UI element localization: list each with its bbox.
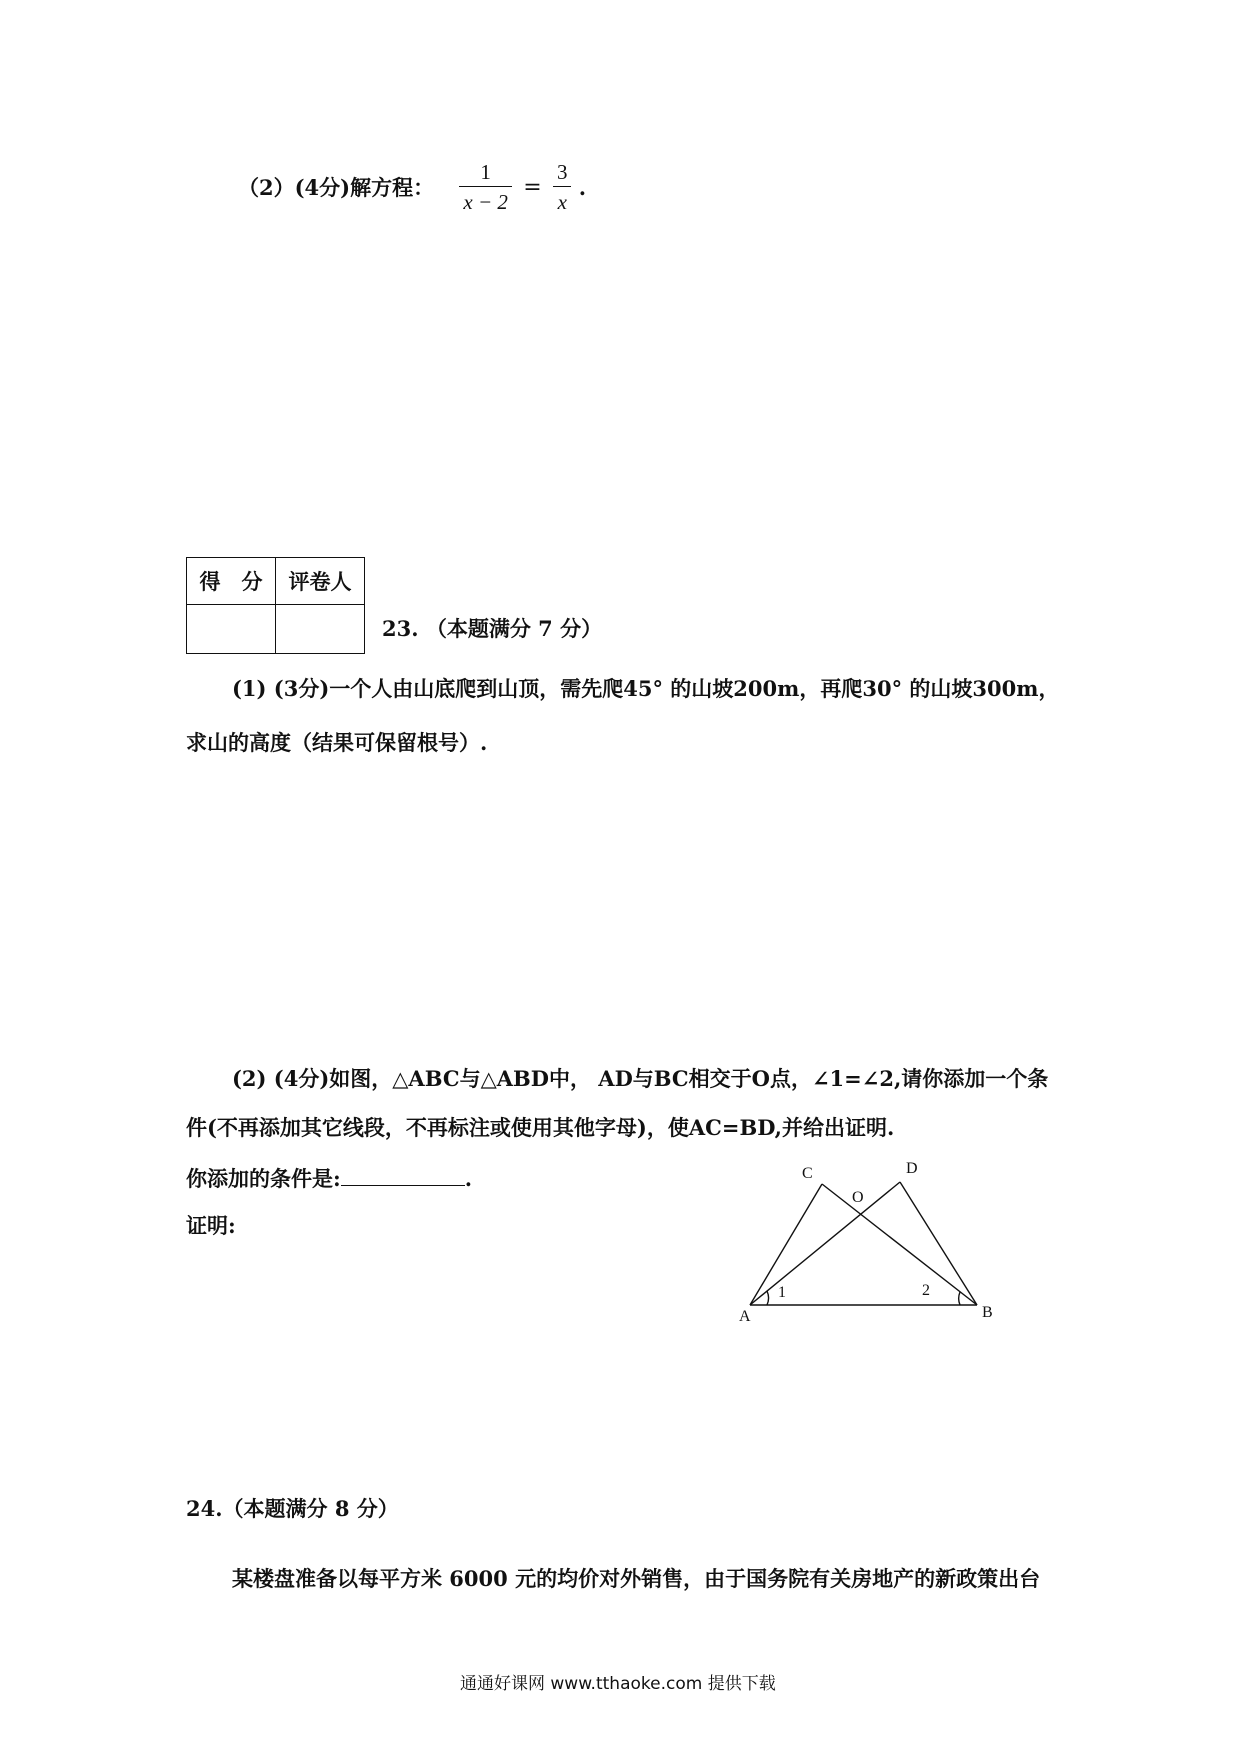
condition-blank[interactable] (341, 1167, 465, 1186)
fraction-left-numerator: 1 (459, 162, 512, 187)
segment-ac (750, 1184, 822, 1305)
condition-period: . (464, 1166, 473, 1191)
label-a: A (739, 1308, 751, 1325)
fraction-right-denominator: x (557, 190, 567, 214)
proof-label: 证明: (186, 1213, 236, 1238)
condition-row (186, 1167, 472, 1189)
label-b: B (982, 1304, 993, 1321)
label-o: O (852, 1189, 864, 1206)
q22-part2-label: （2）(4分)解方程： (238, 175, 435, 200)
fraction-right-numerator: 3 (553, 162, 572, 187)
segment-db (900, 1182, 977, 1305)
grader-header: 评卷人 (276, 558, 365, 605)
condition-label: 你添加的条件是: (186, 1166, 341, 1191)
grader-cell[interactable] (276, 605, 365, 654)
q24-line1: 某楼盘准备以每平方米 6000 元的均价对外销售，由于国务院有关房地产的新政策出台 (232, 1566, 1041, 1591)
segment-ad (750, 1182, 900, 1305)
q23-header: 23. （本题满分 7 分） (382, 616, 603, 641)
label-angle2: 2 (922, 1282, 930, 1299)
q23-part2-line2: 件(不再添加其它线段，不再标注或使用其他字母)，使AC=BD,并给出证明. (186, 1115, 895, 1140)
angle2-arc (959, 1292, 960, 1305)
angle1-arc (767, 1291, 769, 1305)
label-c: C (802, 1165, 813, 1182)
triangle-figure (720, 1150, 1020, 1330)
equals-sign: = (523, 174, 542, 200)
score-header: 得 分 (187, 558, 276, 605)
q23-part1-line1: (1) (3分)一个人由山底爬到山顶，需先爬45° 的山坡200m，再爬30° 的山坡300m， (232, 676, 1060, 701)
equation-period: . (578, 175, 587, 200)
score-table (186, 557, 365, 654)
fraction-left (459, 162, 512, 213)
page-footer: 通通好课网 www.tthaoke.com 提供下载 (460, 1674, 776, 1694)
q23-part1-line2: 求山的高度（结果可保留根号）. (186, 730, 488, 755)
q23-part2-line1: (2) (4分)如图，△ABC与△ABD中， AD与BC相交于O点，∠1=∠2,请你添加一个条 (232, 1066, 1049, 1091)
score-cell[interactable] (187, 605, 276, 654)
fraction-left-denominator: x − 2 (463, 190, 508, 214)
q24-header: 24.（本题满分 8 分） (186, 1496, 399, 1521)
label-d: D (906, 1160, 918, 1177)
label-angle1: 1 (778, 1284, 786, 1301)
segment-cb (822, 1184, 977, 1305)
fraction-right (553, 162, 572, 213)
q22-part2 (238, 162, 586, 213)
